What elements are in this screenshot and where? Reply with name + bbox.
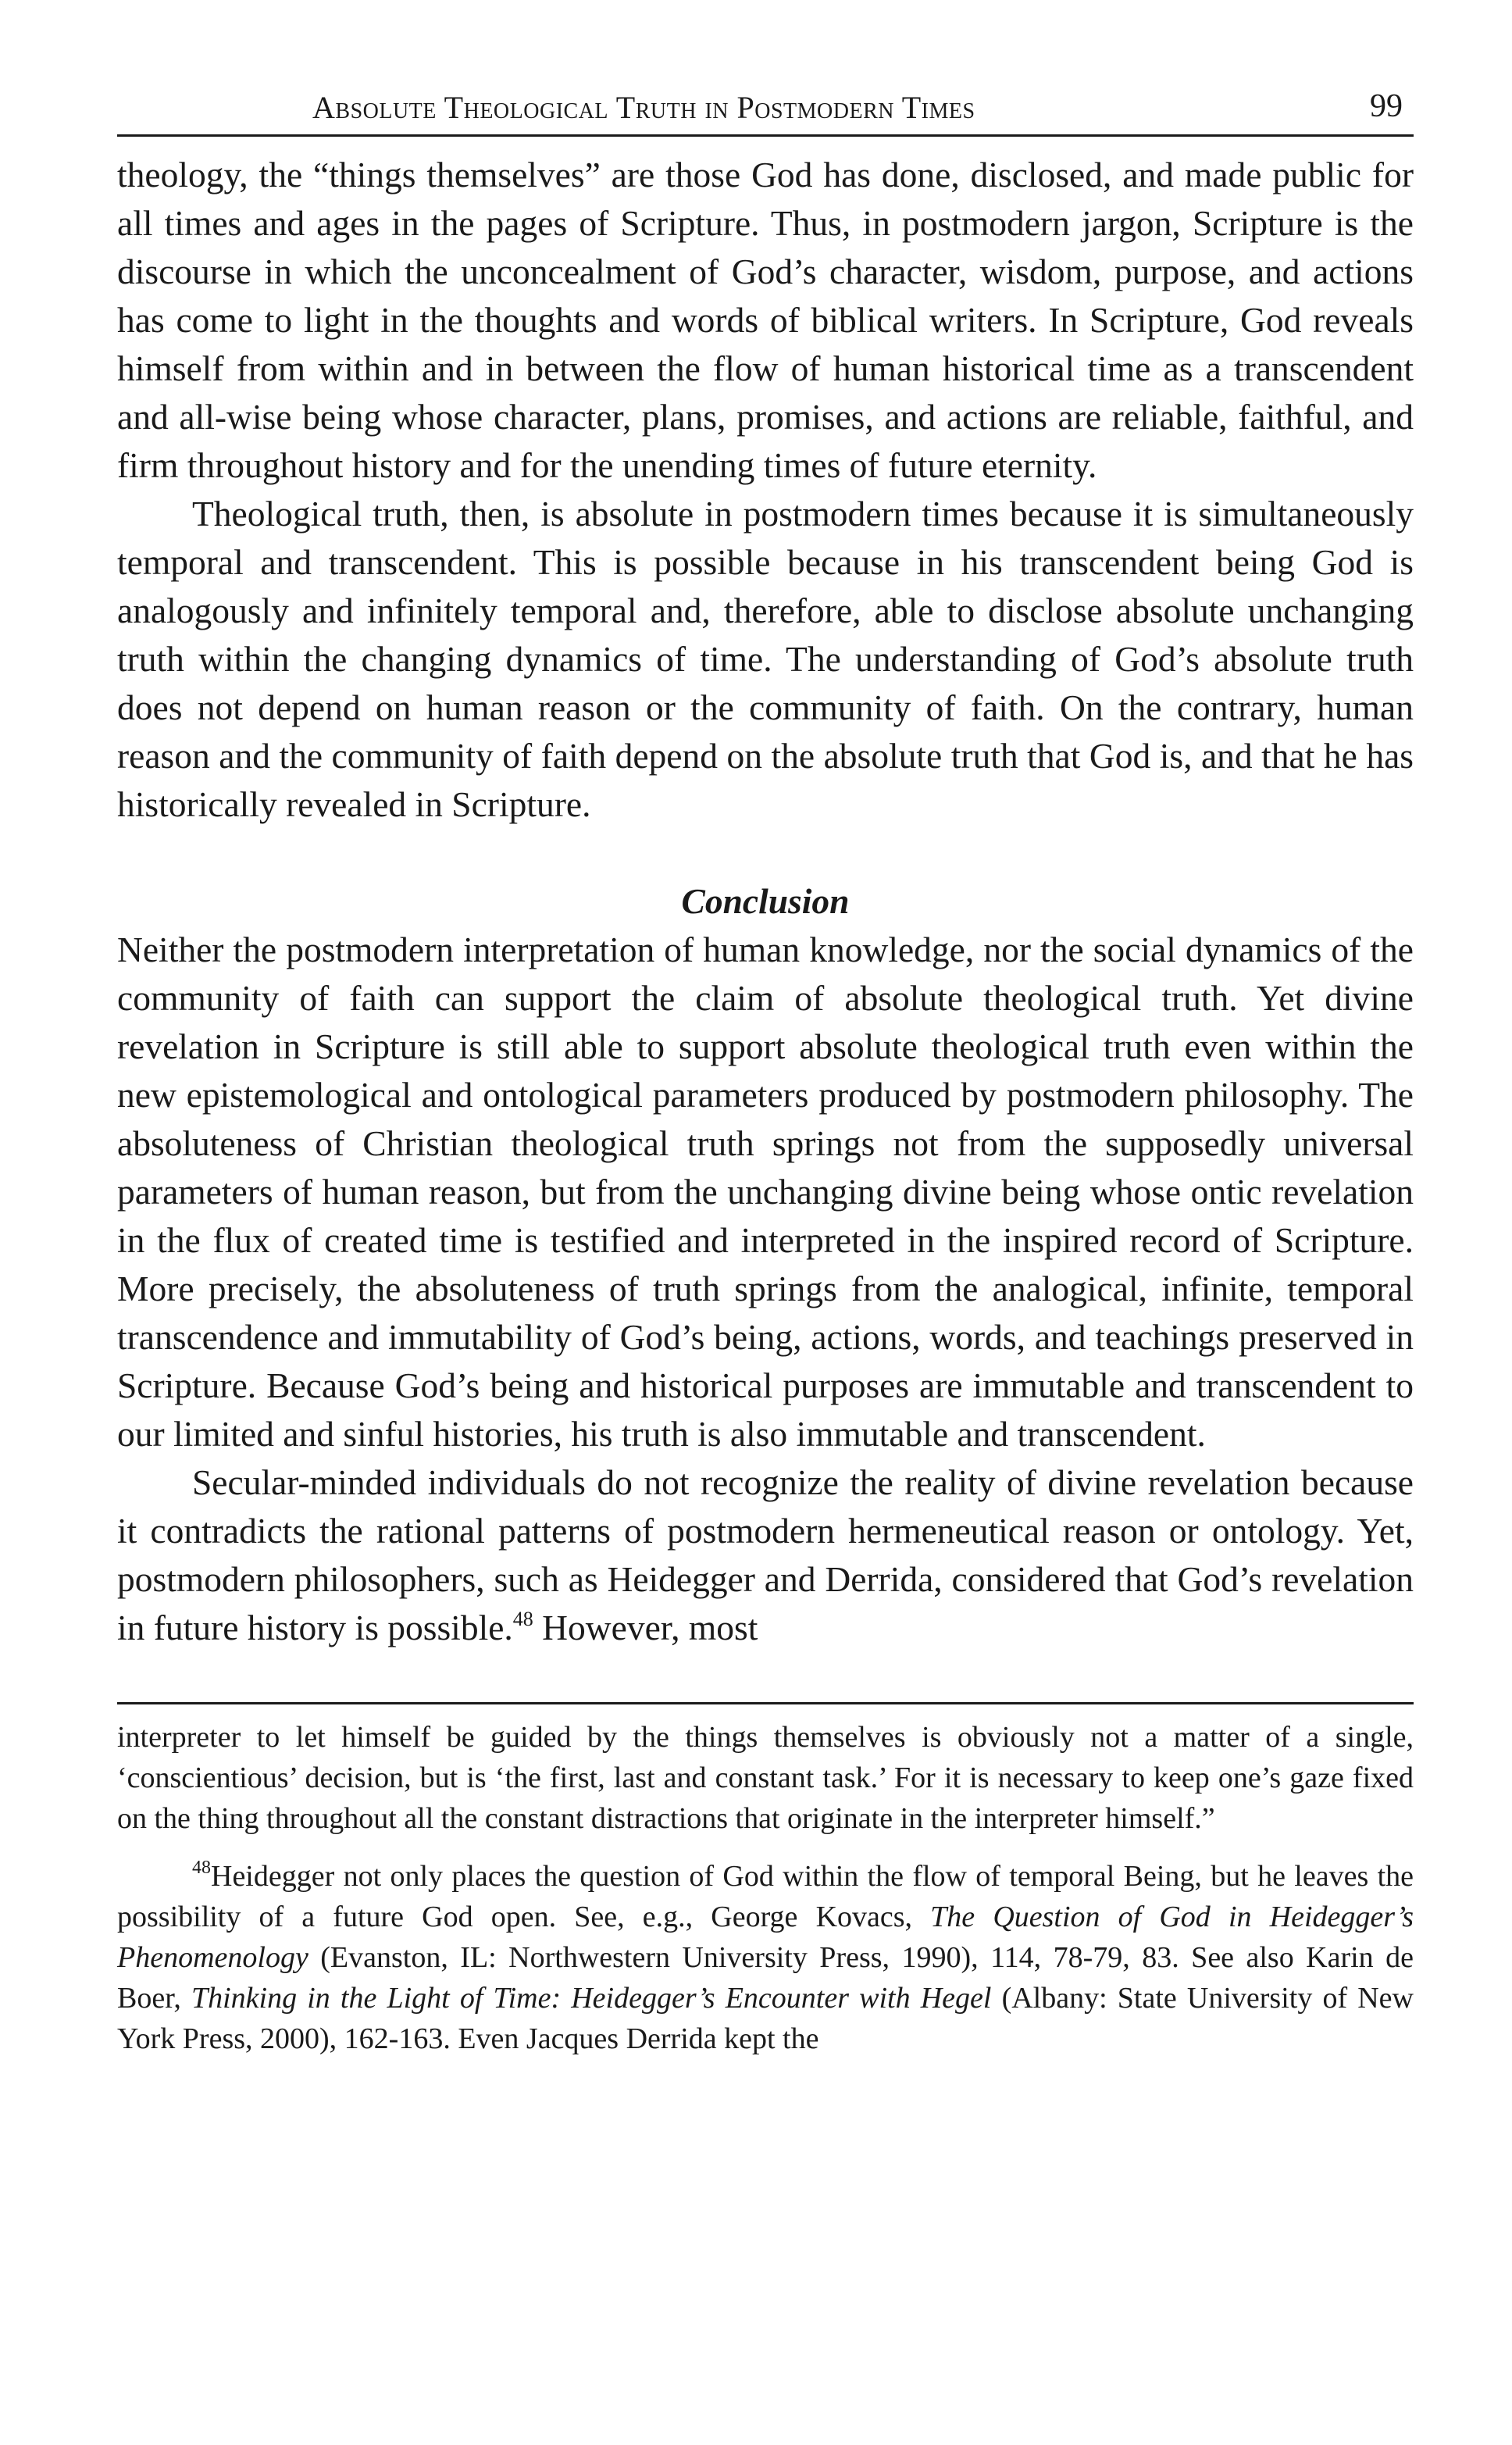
paragraph-continued: theology, the “things themselves” are those God has done, disclosed, and made public for all times and ages in the pages of Scripture. Thus, in postmodern jargon, Scripture is the discourse in which the unconcealment of God’s character, wisdom, purpose, and actions has come to light in the thoughts and words of biblical writers. In Scripture, God reveals himself from within and in between the flow of human historical time as a transcendent and all-wise being whose character, plans, promises, and actions are reliable, faithful, and firm throughout history and for the unending times of future eternity. — [117, 155, 1414, 485]
footnotes — [117, 1717, 1414, 2059]
page-number: 99 — [1370, 88, 1403, 124]
running-title: Absolute Theological Truth in Postmodern Times — [312, 90, 975, 125]
section-heading-conclusion: Conclusion — [681, 881, 850, 921]
paragraph-text: Secular-minded individuals do not recognize the reality of divine revelation because it contradicts the rational patterns of postmodern hermeneutical reason or ontology. Yet, postmodern philosophers, such as Heidegger and Derrida, considered that God’s revelation in future history is possible. — [117, 1462, 1414, 1647]
paragraph-secular-minded — [117, 1458, 1414, 1652]
footnote-separator — [117, 1702, 1414, 1704]
main-text — [117, 151, 1414, 1652]
citation-title-de-boer: Thinking in the Light of Time: Heidegger’s Encounter with Hegel — [191, 1982, 992, 2015]
footnote-reference-48: 48 — [512, 1608, 533, 1630]
paragraph-text-end: However, most — [533, 1608, 758, 1647]
footnote-continued: interpreter to let himself be guided by the things themselves is obviously not a matter of a single, ‘conscientious’ decision, but is ‘the first, last and constant task.’ For it is necessary to keep one’s gaze fixed on the thing throughout all the constant distractions that originate in the interpreter himself.” — [117, 1721, 1414, 1835]
footnote-number: 48 — [192, 1858, 211, 1878]
paragraph-theological-truth: Theological truth, then, is absolute in postmodern times because it is simultaneously temporal and transcendent. This is possible because in his transcendent being God is analogously and infinitely temporal and, therefore, able to disclose absolute unchanging truth within the changing dynamics of time. The understanding of God’s absolute truth does not depend on human reason or the community of faith. On the contrary, human reason and the community of faith depend on the absolute truth that God is, and that he has historically revealed in Scripture. — [117, 494, 1414, 824]
citation-title-kovacs: The Question of God in Heidegger’s Phenomenology — [117, 1901, 1414, 1974]
footnote-text: (Albany: State University of New York Press, 2000), 162-163. Even Jacques Derrida kept the — [117, 1982, 1414, 2055]
footnote-text: (Evanston, IL: Northwestern University Press, 1990), 114, 78-79, 83. See also Karin de Boer, — [117, 1941, 1414, 2015]
footnote-text: Heidegger not only places the question of God within the flow of temporal Being, but he leaves the possibility of a future God open. See, e.g., George Kovacs, — [117, 1860, 1414, 1933]
paragraph-conclusion: Neither the postmodern interpretation of human knowledge, nor the social dynamics of the community of faith can support the claim of absolute theological truth. Yet divine revelation in Scripture is still able to support absolute theological truth even within the new epistemological and ontological parameters produced by postmodern philosophy. The absoluteness of Christian theological truth springs not from the supposedly universal parameters of human reason, but from the unchanging divine being whose ontic revelation in the flux of created time is testified and interpreted in the inspired record of Scripture. More precisely, the absoluteness of truth springs from the analogical, infinite, temporal transcendence and immutability of God’s being, actions, words, and teachings preserved in Scripture. Because God’s being and historical purposes are immutable and transcendent to our limited and sinful histories, his truth is also immutable and transcendent. — [117, 930, 1414, 1454]
book-page — [117, 86, 1414, 2059]
footnote-48 — [117, 1856, 1414, 2059]
running-header — [117, 86, 1414, 137]
